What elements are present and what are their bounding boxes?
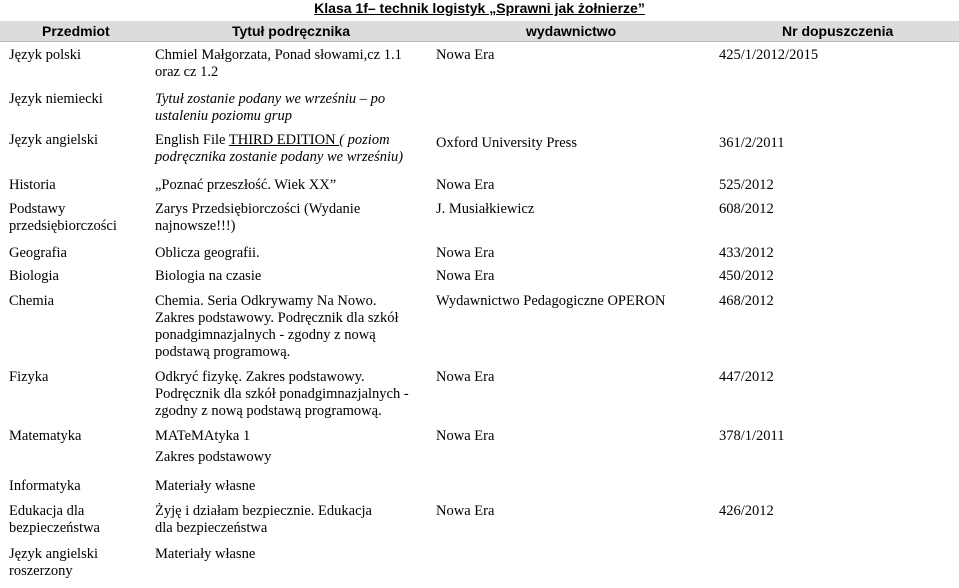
approval-cell: 433/2012: [719, 245, 774, 261]
subject-cell: Biologia: [9, 268, 59, 284]
subject-cell: Język angielski roszerzony: [9, 546, 98, 579]
publisher-cell: Nowa Era: [436, 369, 495, 385]
approval-cell: 447/2012: [719, 369, 774, 385]
subject-cell: Język angielski: [9, 132, 98, 148]
approval-cell: 525/2012: [719, 177, 774, 193]
subject-cell: Chemia: [9, 293, 55, 309]
page-title: Klasa 1f– technik logistyk „Sprawni jak żołnierze”: [314, 0, 645, 16]
publisher-cell: Nowa Era: [436, 47, 495, 63]
book-title-cell: English File THIRD EDITION ( poziom podręcznika zostanie podany we wrześniu): [155, 132, 404, 165]
book-title-cell: Tytuł zostanie podany we wrześniu – po ustaleniu poziomu grup: [155, 91, 386, 124]
subject-cell: Edukacja dla bezpieczeństwa: [9, 503, 100, 536]
book-title-cell: „Poznać przeszłość. Wiek XX”: [155, 177, 337, 193]
subject-cell: Matematyka: [9, 428, 82, 444]
approval-cell: 361/2/2011: [719, 135, 785, 151]
book-title-cell: Chemia. Seria Odkrywamy Na Nowo. Zakres podstawowy. Podręcznik dla szkół ponadgimnazjalnych - zgodny z nową podstawą programową.: [155, 293, 399, 360]
approval-cell: 378/1/2011: [719, 428, 785, 444]
subject-cell: Język polski: [9, 47, 82, 63]
publisher-cell: Nowa Era: [436, 268, 495, 284]
header-book-title: Tytuł podręcznika: [232, 23, 350, 39]
approval-cell: 468/2012: [719, 293, 774, 309]
publisher-cell: Oxford University Press: [436, 135, 577, 151]
book-title-cell: Materiały własne: [155, 546, 256, 562]
approval-cell: 426/2012: [719, 503, 774, 519]
publisher-cell: Wydawnictwo Pedagogiczne OPERON: [436, 293, 666, 309]
subject-cell: Język niemiecki: [9, 91, 103, 107]
approval-cell: 608/2012: [719, 201, 774, 217]
header-approval: Nr dopuszczenia: [782, 23, 894, 39]
subject-cell: Informatyka: [9, 478, 81, 494]
book-title-cell: Odkryć fizykę. Zakres podstawowy. Podręcznik dla szkół ponadgimnazjalnych - zgodny z nową podstawą programową.: [155, 369, 409, 419]
header-subject: Przedmiot: [42, 23, 110, 39]
book-title-cell: Biologia na czasie: [155, 268, 262, 284]
book-title-cell: Oblicza geografii.: [155, 245, 260, 261]
publisher-cell: Nowa Era: [436, 503, 495, 519]
subject-cell: Historia: [9, 177, 56, 193]
approval-cell: 450/2012: [719, 268, 774, 284]
subject-cell: Fizyka: [9, 369, 49, 385]
subject-cell: Geografia: [9, 245, 67, 261]
table-header: [0, 21, 959, 42]
approval-cell: 425/1/2012/2015: [719, 47, 819, 63]
book-title-cell: MATeMAtyka 1 Zakres podstawowy: [155, 428, 272, 465]
publisher-cell: Nowa Era: [436, 428, 495, 444]
header-publisher: wydawnictwo: [526, 23, 617, 39]
book-title-cell: Materiały własne: [155, 478, 256, 494]
publisher-cell: Nowa Era: [436, 245, 495, 261]
book-title-cell: Zarys Przedsiębiorczości (Wydanie najnowsze!!!): [155, 201, 361, 234]
publisher-cell: J. Musiałkiewicz: [436, 201, 535, 217]
book-title-cell: Chmiel Małgorzata, Ponad słowami,cz 1.1 oraz cz 1.2: [155, 47, 402, 80]
book-title-cell: Żyję i działam bezpiecznie. Edukacja dla bezpieczeństwa: [155, 503, 372, 536]
publisher-cell: Nowa Era: [436, 177, 495, 193]
subject-cell: Podstawy przedsiębiorczości: [9, 201, 117, 234]
